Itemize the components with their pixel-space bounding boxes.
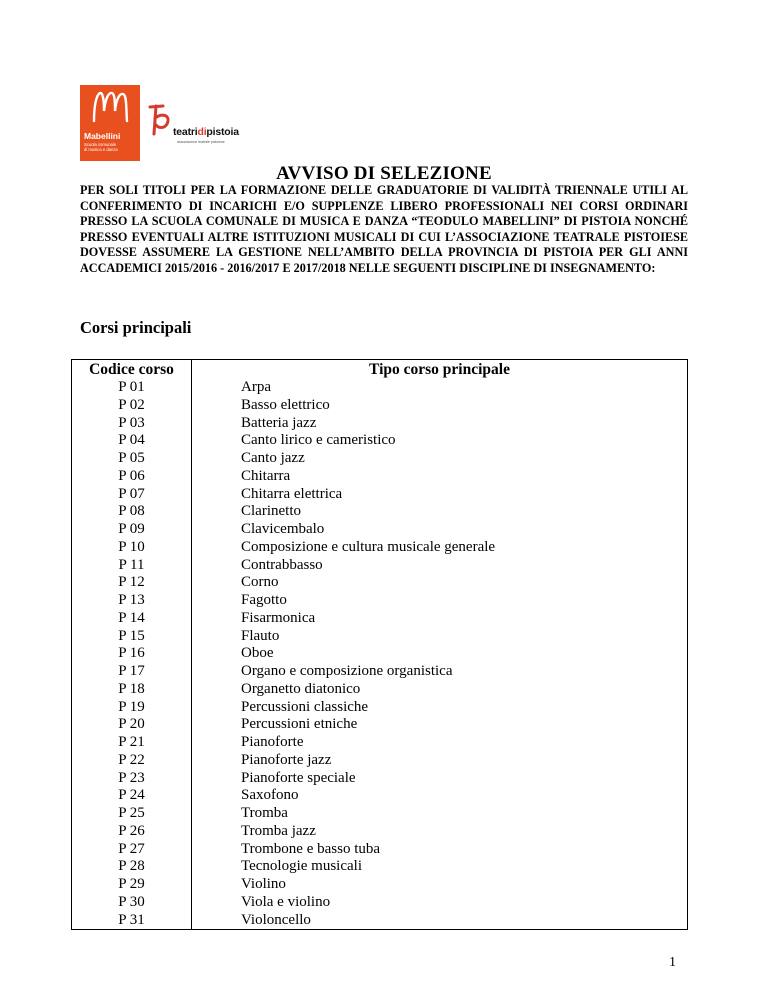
course-code: P 18 xyxy=(72,681,192,699)
course-type: Chitarra elettrica xyxy=(241,485,343,502)
table-row xyxy=(72,823,688,841)
table-row xyxy=(72,557,688,575)
course-code: P 05 xyxy=(72,450,192,468)
course-code: P 24 xyxy=(72,787,192,805)
table-row xyxy=(72,734,688,752)
table-row xyxy=(72,486,688,504)
course-code: P 17 xyxy=(72,663,192,681)
course-type: Fisarmonica xyxy=(241,609,316,626)
course-type: Percussioni etniche xyxy=(241,716,358,733)
course-code: P 13 xyxy=(72,592,192,610)
course-type: Tecnologie musicali xyxy=(241,858,362,875)
page-number: 1 xyxy=(669,955,676,970)
course-type: Organetto diatonico xyxy=(241,680,361,697)
mabellini-m-mark-icon xyxy=(84,87,136,129)
course-code: P 22 xyxy=(72,752,192,770)
course-type: Pianoforte xyxy=(241,734,304,750)
table-row xyxy=(72,628,688,646)
course-code: P 21 xyxy=(72,734,192,752)
table-row xyxy=(72,894,688,912)
course-code: P 28 xyxy=(72,858,192,876)
course-type: Fagotto xyxy=(241,592,287,608)
course-type: Violoncello xyxy=(241,911,311,928)
teatri-name-part3: pistoia xyxy=(206,126,239,138)
course-code: P 03 xyxy=(72,415,192,433)
course-type: Chitarra xyxy=(241,467,291,484)
course-code: P 14 xyxy=(72,610,192,628)
course-type: Tromba xyxy=(241,805,288,821)
course-type: Percussioni classiche xyxy=(241,698,369,715)
table-row xyxy=(72,876,688,894)
course-code: P 16 xyxy=(72,645,192,663)
table-row xyxy=(72,912,688,930)
table-row xyxy=(72,716,688,734)
course-code: P 04 xyxy=(72,432,192,450)
table-row xyxy=(72,415,688,433)
course-code: P 06 xyxy=(72,468,192,486)
course-code: P 30 xyxy=(72,894,192,912)
course-type: Pianoforte speciale xyxy=(241,769,356,786)
table-row xyxy=(72,805,688,823)
course-code: P 20 xyxy=(72,716,192,734)
course-code: P 29 xyxy=(72,876,192,894)
course-code: P 12 xyxy=(72,574,192,592)
table-row xyxy=(72,450,688,468)
course-type: Clavicembalo xyxy=(241,521,325,537)
course-code: P 31 xyxy=(72,912,192,930)
section-title: Corsi principali xyxy=(80,318,192,337)
course-code: P 15 xyxy=(72,628,192,646)
courses-table xyxy=(71,359,688,930)
teatri-tp-mark-icon xyxy=(147,102,173,138)
teatri-di-pistoia-logo xyxy=(147,102,257,148)
teatri-name xyxy=(173,126,239,138)
course-code: P 11 xyxy=(72,557,192,575)
course-code: P 19 xyxy=(72,699,192,717)
header-code: Codice corso xyxy=(72,360,192,380)
course-code: P 07 xyxy=(72,486,192,504)
table-row xyxy=(72,858,688,876)
course-type: Violino xyxy=(241,876,286,892)
table-row xyxy=(72,787,688,805)
table-row xyxy=(72,539,688,557)
course-code: P 01 xyxy=(72,379,192,397)
course-type: Oboe xyxy=(241,645,274,662)
course-code: P 23 xyxy=(72,770,192,788)
course-type: Tromba jazz xyxy=(241,822,316,839)
course-type: Flauto xyxy=(241,627,280,644)
course-type: Pianoforte jazz xyxy=(241,751,332,768)
table-row xyxy=(72,841,688,859)
table-row xyxy=(72,770,688,788)
table-header-row xyxy=(72,360,688,380)
mabellini-name: Mabellini xyxy=(84,131,121,141)
teatri-name-part1: teatri xyxy=(173,126,198,138)
page-title: AVVISO DI SELEZIONE xyxy=(276,163,492,184)
table-row xyxy=(72,663,688,681)
course-code: P 09 xyxy=(72,521,192,539)
table-row xyxy=(72,645,688,663)
course-type: Arpa xyxy=(241,379,271,395)
teatri-name-part2: di xyxy=(197,126,207,138)
table-row xyxy=(72,752,688,770)
course-type: Composizione e cultura musicale generale xyxy=(241,538,496,555)
course-code: P 25 xyxy=(72,805,192,823)
course-code: P 08 xyxy=(72,503,192,521)
table-row xyxy=(72,432,688,450)
table-row xyxy=(72,699,688,717)
course-type: Viola e violino xyxy=(241,893,331,910)
course-type: Clarinetto xyxy=(241,503,301,520)
course-type: Canto jazz xyxy=(241,450,305,466)
table-row xyxy=(72,574,688,592)
course-type: Batteria jazz xyxy=(241,414,317,431)
table-row xyxy=(72,610,688,628)
header-type: Tipo corso principale xyxy=(369,361,510,378)
course-code: P 02 xyxy=(72,397,192,415)
table-row xyxy=(72,681,688,699)
course-type: Contrabbasso xyxy=(241,556,323,573)
table-row xyxy=(72,397,688,415)
courses-table-body xyxy=(72,379,688,930)
mabellini-logo xyxy=(80,85,140,161)
course-code: P 26 xyxy=(72,823,192,841)
table-row xyxy=(72,379,688,397)
course-type: Corno xyxy=(241,574,279,591)
notice-intro: PER SOLI TITOLI PER LA FORMAZIONE DELLE GRADUATORIE DI VALIDITÀ TRIENNALE UTILI AL CONFERIMENTO DI INCARICHI E/O SUPPLENZE LIBERO PROFESSIONALI NEI CORSI ORDINARI PRESSO LA SCUOLA COMUNALE DI MUSICA E DANZA “TEODULO MABELLINI” DI PISTOIA NONCHÉ PRESSO EVENTUALI ALTRE ISTITUZIONI MUSICALI DI CUI L’ASSOCIAZIONE TEATRALE PISTOIESE DOVESSE ASSUMERE LA GESTIONE NELL’AMBITO DELLA PROVINCIA DI PISTOIA PER GLI ANNI ACCADEMICI 2015/2016 - 2016/2017 E 2017/2018 NELLE SEGUENTI DISCIPLINE DI INSEGNAMENTO: xyxy=(80,183,688,275)
mabellini-subtitle: Scuola comunale di musica e danza xyxy=(84,142,118,152)
table-row xyxy=(72,592,688,610)
course-type: Trombone e basso tuba xyxy=(241,840,381,857)
teatri-subtitle: associazione teatrale pistoiese xyxy=(177,140,225,144)
course-type: Organo e composizione organistica xyxy=(241,663,453,679)
table-row xyxy=(72,503,688,521)
course-type: Saxofono xyxy=(241,787,299,804)
course-code: P 10 xyxy=(72,539,192,557)
course-type: Canto lirico e cameristico xyxy=(241,432,396,449)
table-row xyxy=(72,468,688,486)
course-type: Basso elettrico xyxy=(241,396,330,413)
table-row xyxy=(72,521,688,539)
course-code: P 27 xyxy=(72,841,192,859)
